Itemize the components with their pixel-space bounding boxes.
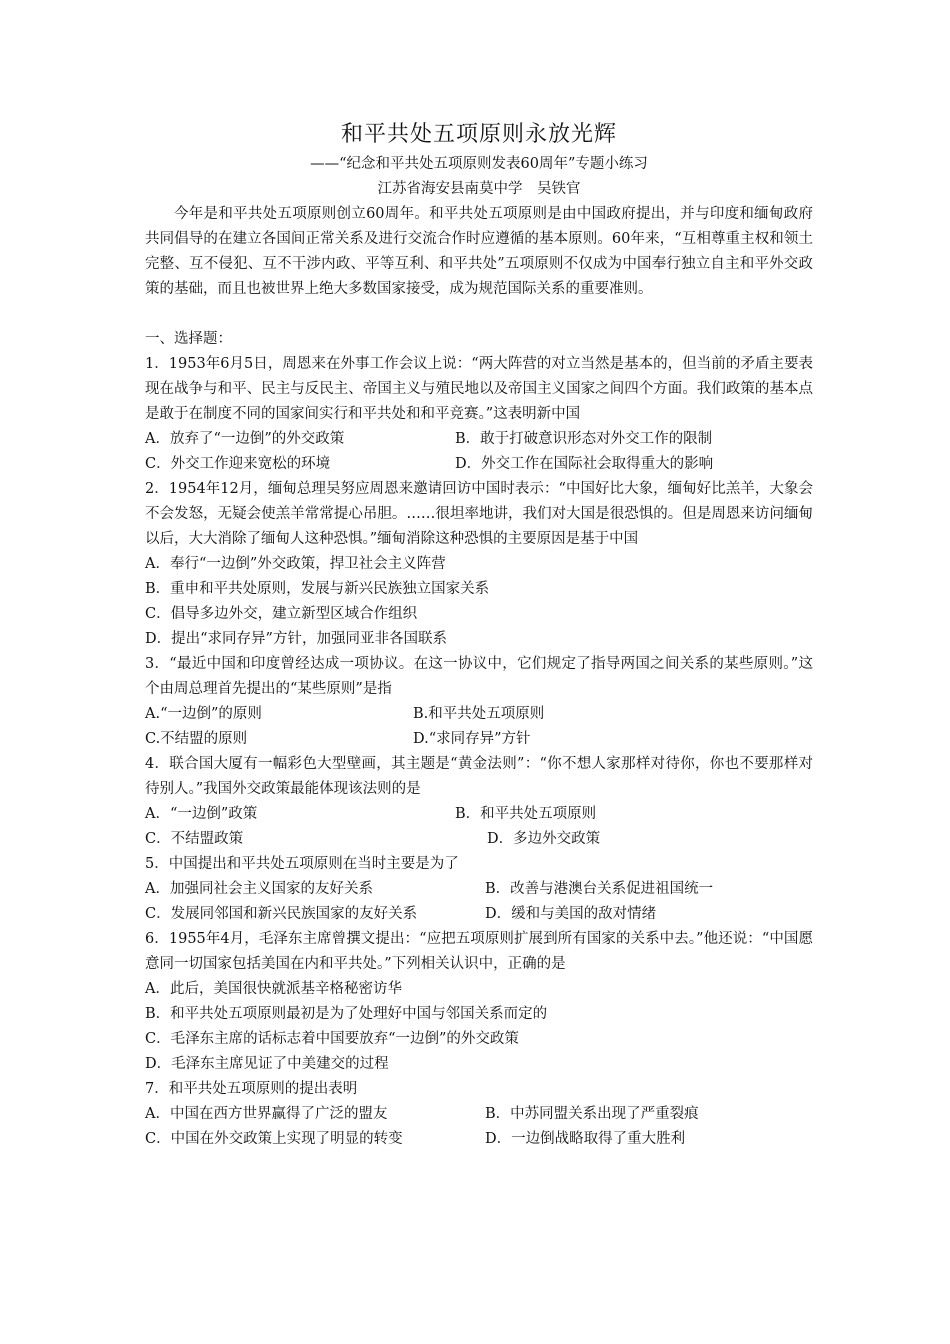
option-d: D.“求同存异”方针 <box>413 731 531 747</box>
section-heading: 一、选择题： <box>145 331 232 347</box>
option-b: B.和平共处五项原则 <box>413 706 545 722</box>
document-title: 和平共处五项原则永放光辉 <box>340 122 617 147</box>
option-list <box>145 802 813 852</box>
option-b: B．改善与港澳台关系促进祖国统一 <box>485 881 714 897</box>
option-a: A．奉行“一边倒”外交政策，捍卫社会主义阵营 <box>145 556 446 572</box>
option-a: A．放弃了“一边倒”的外交政策 <box>145 431 345 447</box>
question-stem: 2．1954年12月，缅甸总理吴努应周恩来邀请回访中国时表示：“中国好比大象，缅甸好比羔羊，大象会不会发怒，无疑会使羔羊常常提心吊胆。……很坦率地讲，我们对大国是很恐惧的。但是周恩来访问缅甸以后，大大消除了缅甸人这种恐惧。”缅甸消除这种恐惧的主要原因是基于中国 <box>145 481 813 547</box>
option-list <box>145 702 813 752</box>
question-3 <box>145 652 813 752</box>
option-a: A．此后，美国很快就派基辛格秘密访华 <box>145 981 402 997</box>
option-c: C．外交工作迎来宽松的环境 <box>145 456 331 472</box>
option-a: A．“一边倒”政策 <box>145 806 258 822</box>
option-b: B．和平共处五项原则 <box>455 806 597 822</box>
intro-section <box>145 202 813 302</box>
option-a: A．中国在西方世界赢得了广泛的盟友 <box>145 1106 388 1122</box>
option-a: A.“一边倒”的原则 <box>145 706 262 722</box>
document-author: 江苏省海安县南莫中学 吴铁官 <box>377 181 581 197</box>
option-b: B．中苏同盟关系出现了严重裂痕 <box>485 1106 699 1122</box>
option-d: D．多边外交政策 <box>487 831 601 847</box>
document-page <box>145 118 813 1152</box>
question-7 <box>145 1077 813 1152</box>
question-stem: 7．和平共处五项原则的提出表明 <box>145 1081 358 1097</box>
question-stem: 1．1953年6月5日，周恩来在外事工作会议上说：“两大阵营的对立当然是基本的，但当前的矛盾主要表现在战争与和平、民主与反民主、帝国主义与殖民地以及帝国主义国家之间四个方面。我们政策的基本点是敢于在制度不同的国家间实行和平共处和和平竞赛。”这表明新中国 <box>145 356 813 422</box>
question-stem: 3．“最近中国和印度曾经达成一项协议。在这一协议中，它们规定了指导两国之间关系的某些原则。”这个由周总理首先提出的“某些原则”是指 <box>145 656 813 697</box>
option-b: B．重申和平共处原则，发展与新兴民族独立国家关系 <box>145 581 490 597</box>
option-d: D．提出“求同存异”方针，加强同亚非各国联系 <box>145 631 447 647</box>
option-c: C．发展同邻国和新兴民族国家的友好关系 <box>145 906 418 922</box>
option-c: C．不结盟政策 <box>145 831 244 847</box>
question-1 <box>145 352 813 477</box>
question-stem: 6．1955年4月，毛泽东主席曾撰文提出：“应把五项原则扩展到所有国家的关系中去。”他还说：“中国愿意同一切国家包括美国在内和平共处。”下列相关认识中，正确的是 <box>145 931 813 972</box>
option-c: C．中国在外交政策上实现了明显的转变 <box>145 1131 403 1147</box>
option-d: D．毛泽东主席见证了中美建交的过程 <box>145 1056 389 1072</box>
document-subtitle: ——“纪念和平共处五项原则发表60周年”专题小练习 <box>310 156 648 172</box>
option-c: C．倡导多边外交，建立新型区域合作组织 <box>145 606 418 622</box>
question-4 <box>145 752 813 852</box>
question-6 <box>145 927 813 1077</box>
option-list <box>145 552 813 652</box>
question-2 <box>145 477 813 652</box>
option-list <box>145 1102 813 1152</box>
option-b: B．和平共处五项原则最初是为了处理好中国与邻国关系而定的 <box>145 1006 548 1022</box>
question-stem: 5．中国提出和平共处五项原则在当时主要是为了 <box>145 856 459 872</box>
option-list <box>145 877 813 927</box>
option-c: C．毛泽东主席的话标志着中国要放弃“一边倒”的外交政策 <box>145 1031 519 1047</box>
option-c: C.不结盟的原则 <box>145 731 248 747</box>
option-b: B．敢于打破意识形态对外交工作的限制 <box>455 431 713 447</box>
option-list <box>145 977 813 1077</box>
question-5 <box>145 852 813 927</box>
option-list <box>145 427 813 477</box>
option-d: D．外交工作在国际社会取得重大的影响 <box>455 456 714 472</box>
option-d: D．缓和与美国的敌对情绪 <box>485 906 657 922</box>
question-stem: 4．联合国大厦有一幅彩色大型壁画，其主题是“黄金法则”：“你不想人家那样对待你，你也不要那样对待别人。”我国外交政策最能体现该法则的是 <box>145 756 813 797</box>
option-a: A．加强同社会主义国家的友好关系 <box>145 881 373 897</box>
intro-paragraph: 今年是和平共处五项原则创立60周年。和平共处五项原则是由中国政府提出，并与印度和缅甸政府共同倡导的在建立各国间正常关系及进行交流合作时应遵循的基本原则。60年来，“互相尊重主权和领土完整、互不侵犯、互不干涉内政、平等互利、和平共处”五项原则不仅成为中国奉行独立自主和平外交政策的基础，而且也被世界上绝大多数国家接受，成为规范国际关系的重要准则。 <box>145 206 813 297</box>
option-d: D．一边倒战略取得了重大胜利 <box>485 1131 686 1147</box>
